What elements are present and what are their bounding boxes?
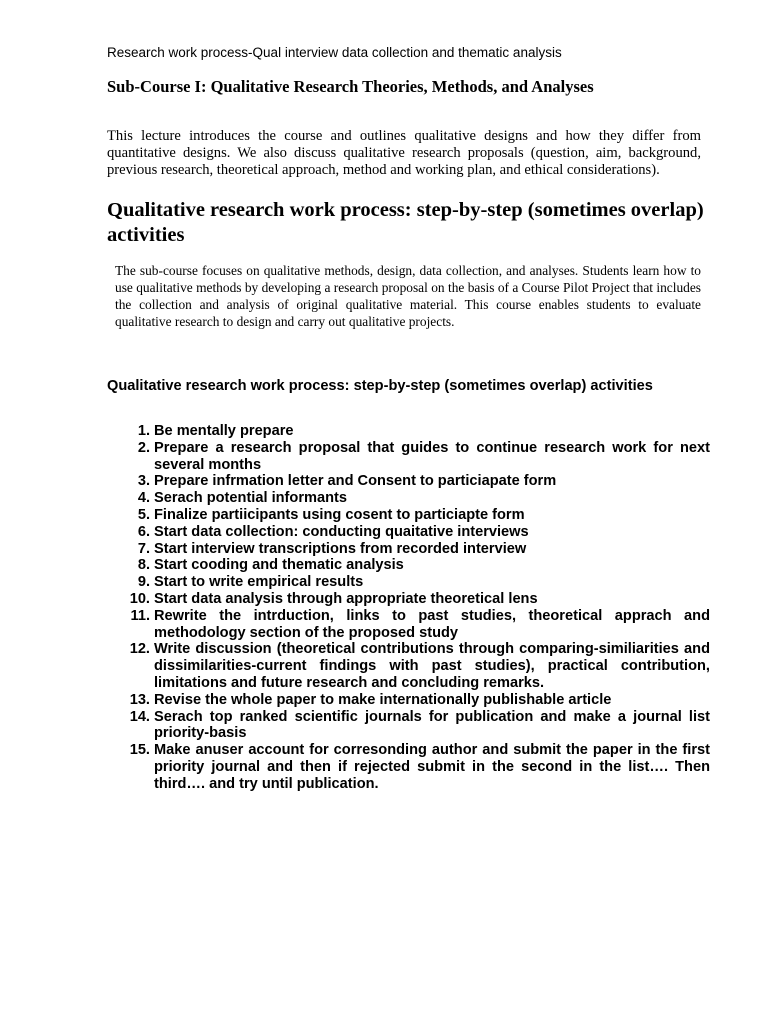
list-item (120, 541, 710, 558)
step-number: 3. (137, 473, 150, 490)
step-number: 5. (137, 506, 150, 523)
step-number: 12. (129, 641, 150, 658)
step-number: 1. (137, 423, 150, 439)
subcourse-title: Sub-Course I: Qualitative Research Theories, Methods, and Analyses (107, 77, 594, 96)
step-text: Revise the whole paper to make internationally publishable article (154, 691, 612, 708)
list-item (120, 608, 710, 642)
step-number: 7. (137, 540, 150, 557)
steps-list (120, 423, 710, 793)
step-number: 9. (137, 574, 150, 591)
list-item (120, 742, 710, 792)
list-item (120, 423, 710, 440)
steps-heading: Qualitative research work process: step-by-step (sometimes overlap) activities (107, 378, 653, 394)
step-text: Start data collection: conducting quaitative interviews (154, 523, 529, 540)
step-number: 10. (129, 590, 150, 607)
step-number: 11. (130, 607, 150, 624)
step-text: Write discussion (theoretical contributions through comparing-similiarities and dissimilarities-current findings with past studies), practical contribution, limitations and future research and concluding remarks. (154, 641, 710, 691)
step-number: 14. (129, 708, 150, 725)
list-item (120, 692, 710, 709)
step-text: Prepare a research proposal that guides to continue research work for next several months (154, 439, 710, 473)
list-item (120, 574, 710, 591)
list-item (120, 507, 710, 524)
page-header: Research work process-Qual interview data collection and thematic analysis (107, 45, 562, 60)
step-text: Start data analysis through appropriate theoretical lens (154, 590, 538, 607)
step-text: Start cooding and thematic analysis (154, 557, 404, 574)
main-heading: Qualitative research work process: step-by-step (sometimes overlap) activities (107, 199, 704, 246)
step-number: 4. (137, 490, 150, 507)
step-text: Be mentally prepare (154, 423, 294, 439)
step-number: 13. (129, 691, 150, 708)
course-description: The sub-course focuses on qualitative methods, design, data collection, and analyses. Students learn how to use qualitative methods by developing a research proposal on the basis of a Course Pilot Project that includes the collection and analysis of original qualitative material. This course enables students to evaluate qualitative research to design and carry out qualitative projects. (115, 263, 701, 329)
list-item (120, 440, 710, 474)
step-text: Serach top ranked scientific journals for publication and make a journal list priority-basis (154, 708, 710, 742)
list-item (120, 557, 710, 574)
list-item (120, 473, 710, 490)
list-item (120, 524, 710, 541)
list-item (120, 591, 710, 608)
list-item (120, 709, 710, 743)
list-item (120, 641, 710, 691)
step-text: Serach potential informants (154, 490, 347, 507)
step-number: 6. (137, 523, 150, 540)
step-number: 15. (129, 742, 150, 759)
step-number: 2. (137, 439, 150, 456)
list-item (120, 490, 710, 507)
step-number: 8. (137, 557, 150, 574)
step-text: Rewrite the intrduction, links to past studies, theoretical apprach and methodology section of the proposed study (154, 607, 710, 641)
intro-paragraph: This lecture introduces the course and outlines qualitative designs and how they differ from quantitative designs. We also discuss qualitative research proposals (question, aim, background, previous research, theoretical approach, method and working plan, and ethical considerations). (107, 128, 701, 178)
step-text: Make anuser account for corresonding author and submit the paper in the first priority journal and then if rejected submit in the second in the list…. Then third…. and try until publication. (154, 742, 710, 792)
step-text: Prepare infrmation letter and Consent to particiapate form (154, 473, 557, 490)
step-text: Start to write empirical results (154, 574, 364, 591)
step-text: Finalize partiicipants using cosent to particiapte form (154, 506, 525, 523)
step-text: Start interview transcriptions from recorded interview (154, 540, 527, 557)
